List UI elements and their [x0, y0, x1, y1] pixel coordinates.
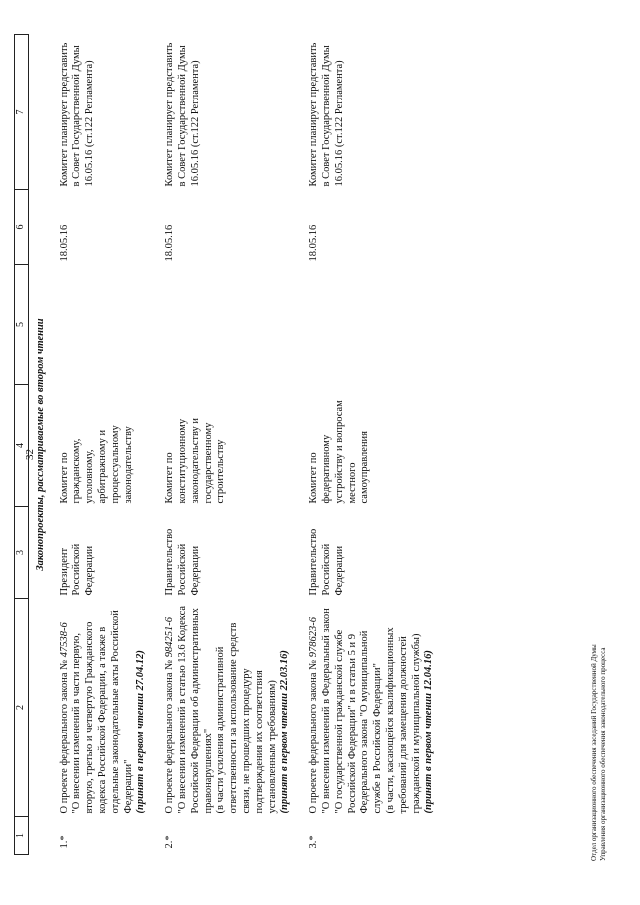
initiator-line: Правительство — [308, 528, 320, 596]
bill-desc-line: "О внесении изменений в статью 13.6 Кодекса — [176, 605, 188, 814]
note-line: представить в Совет — [308, 42, 332, 187]
committee-line: Комитет по — [58, 452, 70, 504]
bills-table — [14, 34, 446, 855]
note-line: (ст.122 Регламента) — [333, 60, 345, 148]
bill-number: 978623-6 — [308, 616, 320, 658]
section-title-row — [28, 35, 52, 855]
initiator-line: Федерации — [189, 545, 201, 596]
row-number: 3.* — [308, 835, 320, 849]
table-row — [158, 35, 302, 855]
bill-title-prefix: О проекте федерального закона № — [308, 657, 320, 814]
bill-adopted-note: (принят в первом чтении 22.03.16) — [279, 650, 291, 814]
bill-description — [302, 599, 446, 817]
bill-desc-line: "О внесении изменений в части первую, — [71, 633, 83, 814]
date-cell: 18.05.16 — [164, 224, 176, 262]
bill-desc-line: связи, не прошедших процедуру — [240, 668, 252, 814]
column-header: 6 — [15, 190, 29, 265]
committee-line: гражданскому, — [71, 438, 83, 504]
committee-line: самоуправления — [359, 430, 371, 504]
committee-line: строительству — [215, 439, 227, 504]
column-5-cell — [53, 265, 159, 385]
bill-desc-line: гражданской и муниципальной службы) — [410, 633, 422, 814]
bill-desc-line: "О государственной гражданской службе — [333, 629, 345, 814]
date-cell: 18.05.16 — [308, 224, 320, 262]
initiator — [302, 507, 446, 599]
note-line: (ст.122 Регламента) — [84, 60, 96, 148]
bill-desc-line: "О внесении изменений в Федеральный закон — [320, 608, 332, 814]
bill-desc-line: ответственности за использование средств — [228, 622, 240, 814]
bill-desc-line: службе в Российской Федерации" — [372, 663, 384, 814]
bill-desc-line: Российской Федерации" и в статьи 5 и 9 — [346, 634, 358, 814]
initiator — [53, 507, 159, 599]
bill-desc-line: Федерального закона "О муниципальной — [359, 630, 371, 814]
note-cell — [158, 35, 302, 190]
column-header: 3 — [15, 507, 29, 599]
column-header: 5 — [15, 265, 29, 385]
column-5-cell — [158, 265, 302, 385]
bill-desc-line: Российской Федерации об административных — [189, 608, 201, 814]
committee-line: процессуальному — [109, 425, 121, 504]
column-header: 2 — [15, 599, 29, 817]
note-line: Государственной — [71, 73, 83, 150]
section-title: Законопроекты, рассматриваемые во втором чтении — [34, 318, 46, 571]
column-5-cell — [302, 265, 446, 385]
initiator-line: Президент — [58, 547, 70, 596]
column-header: 7 — [15, 35, 29, 190]
initiator-line: Правительство — [164, 528, 176, 596]
committee-line: Комитет по — [308, 452, 320, 504]
note-line: Комитет планирует — [164, 100, 176, 187]
column-header: 1 — [15, 817, 29, 855]
note-line: представить в Совет — [58, 42, 83, 187]
committee — [53, 385, 159, 507]
bill-desc-line: установленным требованиям) — [266, 680, 278, 814]
table-row — [302, 35, 446, 855]
initiator-line: Федерации — [84, 545, 96, 596]
bill-desc-line: требований для замещения должностей — [397, 636, 409, 814]
bill-desc-line: подтверждения их соответствия — [253, 670, 265, 814]
committee-line: уголовному, — [84, 449, 96, 504]
bill-description — [53, 599, 159, 817]
bill-adopted-note: (принят в первом чтении 12.04.16) — [423, 650, 435, 814]
bill-desc-line: отдельные законодательные акты Российской — [109, 610, 121, 814]
bill-desc-line: (в части усиления административной — [215, 646, 227, 814]
note-line: Думы 16.05.16 — [176, 45, 201, 187]
bill-number: 984251-6 — [164, 616, 176, 658]
bill-title-prefix: О проекте федерального закона № — [58, 657, 70, 814]
committee-line: арбитражному и — [96, 429, 108, 504]
committee-line: Комитет по — [164, 452, 176, 504]
note-cell — [53, 35, 159, 190]
bill-desc-line: Федерации" — [122, 759, 134, 814]
bill-desc-line: вторую, третью и четвертую Гражданского — [84, 621, 96, 814]
bill-adopted-note: (принят в первом чтении 27.04.12) — [135, 650, 147, 814]
initiator-line: Федерации — [333, 545, 345, 596]
committee-line: вопросам местного — [333, 400, 358, 504]
committee-line: федеративному — [320, 434, 332, 504]
committee-line: законодательству — [122, 426, 134, 504]
column-header-row — [15, 35, 29, 855]
note-line: Государственной — [176, 73, 188, 150]
committee-line: устройству и — [333, 445, 345, 504]
committee-line: конституционному — [176, 418, 188, 504]
note-line: Думы 16.05.16 — [320, 45, 345, 187]
footer — [590, 644, 608, 861]
bill-desc-line: правонарушениях" — [202, 728, 214, 814]
footer-line: Отдел организационного обеспечения заседаний Государственной Думы — [590, 644, 598, 861]
bill-desc-line: (в части, касающейся квалификационных — [384, 627, 396, 814]
page-number: 32 — [24, 449, 36, 460]
note-line: Комитет планирует — [58, 100, 70, 187]
initiator-line: Российской — [320, 543, 332, 596]
column-header: 4 — [15, 385, 29, 507]
row-number: 2.* — [164, 835, 176, 849]
committee — [158, 385, 302, 507]
initiator — [158, 507, 302, 599]
row-number: 1.* — [58, 835, 70, 849]
bill-title-prefix: О проекте федерального закона № — [164, 657, 176, 814]
note-line: Государственной — [320, 73, 332, 150]
committee — [302, 385, 446, 507]
bill-number: 47538-6 — [58, 622, 70, 658]
bill-desc-line: кодекса Российской Федерации, а также в — [96, 626, 108, 814]
note-line: Думы 16.05.16 — [71, 45, 96, 187]
table-row — [53, 35, 159, 855]
footer-line: Управления организационного обеспечения законодательного процесса — [599, 647, 607, 861]
note-line: (ст.122 Регламента) — [189, 60, 201, 148]
committee-line: законодательству и — [189, 417, 201, 504]
committee-line: государственному — [202, 422, 214, 504]
initiator-line: Российской — [71, 543, 83, 596]
initiator-line: Российской — [176, 543, 188, 596]
date-cell: 18.05.16 — [58, 224, 70, 262]
note-line: Комитет планирует — [308, 100, 320, 187]
note-cell — [302, 35, 446, 190]
note-line: представить в Совет — [164, 42, 188, 187]
bill-description — [158, 599, 302, 817]
